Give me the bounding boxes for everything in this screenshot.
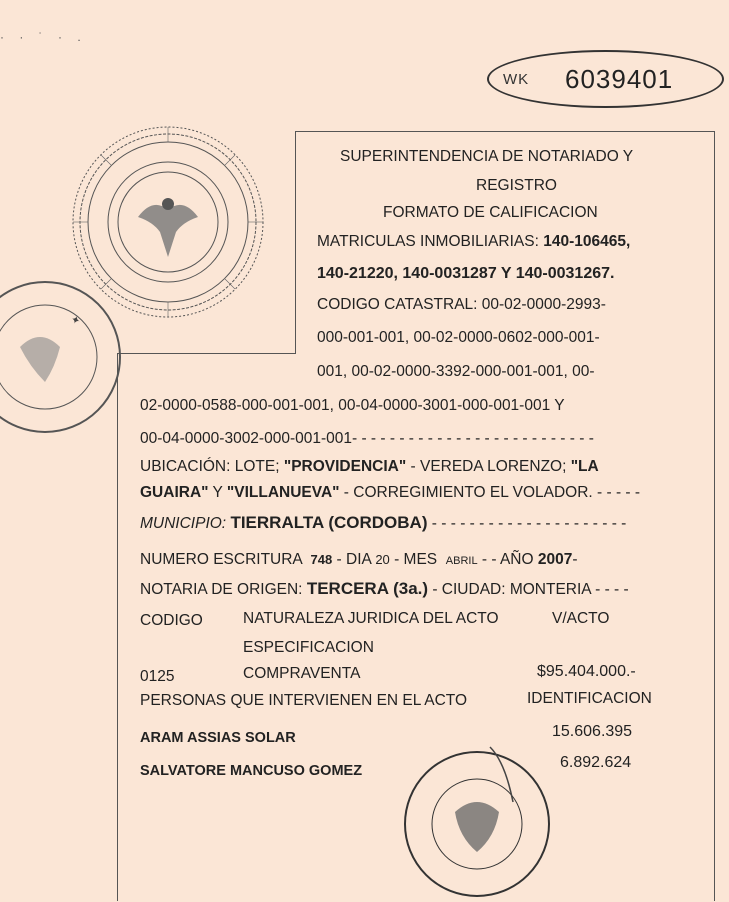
notaria-ciudad: - CIUDAD: MONTERIA - - - - bbox=[432, 581, 629, 598]
municipio-dashes: - - - - - - - - - - - - - - - - - - - - - bbox=[431, 515, 627, 532]
escritura-mes: ABRIL bbox=[445, 555, 478, 567]
escritura-label: NUMERO ESCRITURA bbox=[140, 551, 302, 568]
notaria-label: NOTARIA DE ORIGEN: bbox=[140, 581, 303, 598]
table-head-codigo: CODIGO bbox=[140, 612, 203, 629]
frame-right-line bbox=[714, 131, 715, 901]
ubicacion-line-1 bbox=[140, 458, 599, 476]
notaria-value: TERCERA (3a.) bbox=[306, 579, 429, 598]
persona-name-2: SALVATORE MANCUSO GOMEZ bbox=[140, 763, 363, 779]
acto-naturaleza: COMPRAVENTA bbox=[243, 665, 361, 682]
ubicacion-label: UBICACIÓN: LOTE; bbox=[140, 458, 280, 475]
frame-top-line bbox=[295, 131, 715, 132]
frame-step-line bbox=[117, 353, 296, 354]
ubicacion-corregimiento: - CORREGIMIENTO EL VOLADOR. - - - - - bbox=[339, 484, 641, 501]
acto-code: 0125 bbox=[140, 668, 175, 685]
escritura-number: 748 bbox=[310, 552, 333, 567]
ubicacion-providencia: "PROVIDENCIA" bbox=[283, 458, 407, 475]
ubicacion-villanueva: "VILLANUEVA" bbox=[226, 484, 340, 501]
scan-specks: · · ˙ · . bbox=[0, 30, 87, 44]
frame-left-upper-line bbox=[295, 131, 296, 353]
escritura-dia-label: - DIA bbox=[336, 551, 371, 568]
notaria-line bbox=[140, 579, 629, 599]
municipio-label: MUNICIPIO: bbox=[140, 515, 227, 532]
matriculas-label: MATRICULAS INMOBILIARIAS: bbox=[317, 233, 539, 250]
ubicacion-guaira: GUAIRA" bbox=[140, 484, 209, 501]
serial-prefix: WK bbox=[503, 71, 530, 88]
municipio-line bbox=[140, 513, 626, 533]
header-line-3: FORMATO DE CALIFICACION bbox=[383, 204, 598, 221]
persona-name-1: ARAM ASSIAS SOLAR bbox=[140, 730, 296, 746]
persona-id-2: 6.892.624 bbox=[560, 754, 632, 771]
table-head-naturaleza: NATURALEZA JURIDICA DEL ACTO bbox=[243, 610, 499, 627]
escritura-ano-label: - - AÑO bbox=[481, 551, 534, 568]
notary-left-seal-icon bbox=[0, 272, 125, 447]
codigo-catastral-line-3: 001, 00-02-0000-3392-000-001-001, 00- bbox=[317, 363, 595, 380]
matriculas-line-1 bbox=[317, 233, 630, 251]
ubicacion-la: "LA bbox=[566, 458, 599, 475]
ubicacion-y: Y bbox=[208, 484, 227, 501]
ubicacion-line-2 bbox=[140, 484, 640, 502]
svg-text:✦: ✦ bbox=[68, 313, 82, 328]
header-line-2: REGISTRO bbox=[476, 177, 557, 194]
personas-label: PERSONAS QUE INTERVIENEN EN EL ACTO bbox=[140, 692, 468, 709]
escritura-end: - bbox=[572, 551, 578, 568]
escritura-ano: 2007 bbox=[537, 551, 573, 568]
personas-id-label: IDENTIFICACION bbox=[527, 690, 652, 707]
table-head-especificacion: ESPECIFICACION bbox=[243, 639, 374, 656]
notary-bottom-seal-icon bbox=[395, 742, 560, 902]
codigo-catastral-line-2: 000-001-001, 00-02-0000-0602-000-001- bbox=[317, 329, 600, 346]
codigo-catastral-line-5: 00-04-0000-3002-000-001-001- - - - - - - - - - - - - - - - - - - - - - - - - - bbox=[140, 430, 594, 447]
persona-id-1: 15.606.395 bbox=[552, 723, 633, 740]
acto-valor: $95.404.000.- bbox=[537, 663, 636, 680]
codigo-catastral-line-1: CODIGO CATASTRAL: 00-02-0000-2993- bbox=[317, 296, 606, 313]
matriculas-line-2: 140-21220, 140-0031287 Y 140-0031267. bbox=[317, 265, 615, 282]
ubicacion-vereda: - VEREDA LORENZO; bbox=[406, 458, 567, 475]
table-head-valor: V/ACTO bbox=[552, 610, 610, 627]
escritura-mes-label: - MES bbox=[394, 551, 438, 568]
municipio-value: TIERRALTA (CORDOBA) bbox=[230, 513, 428, 532]
matriculas-value-1: 140-106465, bbox=[543, 233, 631, 250]
header-line-1: SUPERINTENDENCIA DE NOTARIADO Y bbox=[340, 148, 634, 165]
escritura-line bbox=[140, 551, 578, 569]
escritura-dia: 20 bbox=[375, 552, 390, 567]
serial-number: 6039401 bbox=[565, 64, 674, 94]
codigo-catastral-line-4: 02-0000-0588-000-001-001, 00-04-0000-3001-000-001-001 Y bbox=[140, 397, 565, 414]
